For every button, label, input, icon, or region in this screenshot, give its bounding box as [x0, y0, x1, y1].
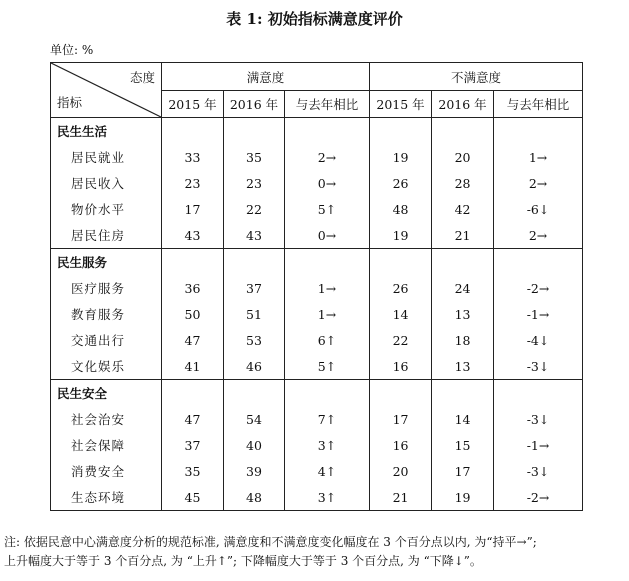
unsat-2015-cell: 48: [370, 196, 432, 222]
row-label: 医疗服务: [51, 275, 162, 301]
table-row: [51, 170, 583, 196]
sat-compare-cell: 1→: [285, 275, 370, 301]
sat-2016-cell: 48: [224, 484, 285, 511]
table-row: [51, 353, 583, 380]
footnote: [4, 533, 626, 571]
section-spacer-cell: [432, 249, 494, 276]
diagonal-header-cell: [51, 63, 162, 118]
sat-2015-cell: 45: [162, 484, 224, 511]
section-spacer-cell: [370, 118, 432, 145]
unsat-2016-cell: 13: [432, 301, 494, 327]
sat-2015-cell: 35: [162, 458, 224, 484]
unsat-compare-cell: 2→: [494, 222, 583, 249]
unsat-2016-cell: 28: [432, 170, 494, 196]
unsat-compare-cell: -3↓: [494, 353, 583, 380]
table-title: 表 1: 初始指标满意度评价: [226, 10, 403, 28]
table-row: [51, 432, 583, 458]
diag-attitude-label: 态度: [129, 70, 155, 85]
col-header-s2016: 2016 年: [224, 91, 285, 118]
unsat-2015-cell: 19: [370, 144, 432, 170]
sat-compare-cell: 4↑: [285, 458, 370, 484]
sat-2016-cell: 53: [224, 327, 285, 353]
unsat-compare-cell: -1→: [494, 301, 583, 327]
row-label: 物价水平: [51, 196, 162, 222]
sat-compare-cell: 0→: [285, 170, 370, 196]
sat-2016-cell: 39: [224, 458, 285, 484]
section-spacer-cell: [224, 380, 285, 407]
unsat-2016-cell: 42: [432, 196, 494, 222]
row-label: 居民就业: [51, 144, 162, 170]
sat-2015-cell: 33: [162, 144, 224, 170]
section-spacer-cell: [370, 380, 432, 407]
section-spacer-cell: [162, 380, 224, 407]
sat-compare-cell: 7↑: [285, 406, 370, 432]
section-spacer-cell: [224, 249, 285, 276]
unsat-2016-cell: 14: [432, 406, 494, 432]
footnote-line-2: 上升幅度大于等于 3 个百分点, 为 “上升↑”; 下降幅度大于等于 3 个百分点, 为 “下降↓”。: [4, 554, 482, 568]
sat-2015-cell: 47: [162, 406, 224, 432]
table-row: [51, 406, 583, 432]
unsat-2015-cell: 14: [370, 301, 432, 327]
sat-compare-cell: 0→: [285, 222, 370, 249]
unsat-2016-cell: 15: [432, 432, 494, 458]
unsat-2015-cell: 17: [370, 406, 432, 432]
unsat-2016-cell: 24: [432, 275, 494, 301]
col-header-u2016: 2016 年: [432, 91, 494, 118]
table-row: [51, 275, 583, 301]
group-satisfied-header: 满意度: [162, 63, 370, 91]
row-label: 居民收入: [51, 170, 162, 196]
section-spacer-cell: [432, 118, 494, 145]
unsat-2015-cell: 26: [370, 170, 432, 196]
col-header-scompare: 与去年相比: [285, 91, 370, 118]
sat-2016-cell: 40: [224, 432, 285, 458]
row-label: 社会保障: [51, 432, 162, 458]
table-row: [51, 458, 583, 484]
unsat-compare-cell: -3↓: [494, 458, 583, 484]
section-spacer-cell: [285, 118, 370, 145]
row-label: 教育服务: [51, 301, 162, 327]
sat-compare-cell: 5↑: [285, 196, 370, 222]
sat-compare-cell: 3↑: [285, 484, 370, 511]
sat-2016-cell: 22: [224, 196, 285, 222]
section-spacer-cell: [494, 118, 583, 145]
table-row: [51, 327, 583, 353]
sat-2016-cell: 43: [224, 222, 285, 249]
sat-2016-cell: 23: [224, 170, 285, 196]
unsat-2016-cell: 20: [432, 144, 494, 170]
unsat-2016-cell: 21: [432, 222, 494, 249]
unsat-2016-cell: 18: [432, 327, 494, 353]
sat-2015-cell: 43: [162, 222, 224, 249]
unsat-compare-cell: -6↓: [494, 196, 583, 222]
sat-compare-cell: 6↑: [285, 327, 370, 353]
row-label: 居民住房: [51, 222, 162, 249]
satisfaction-table: [50, 62, 583, 511]
section-spacer-cell: [285, 249, 370, 276]
unsat-2015-cell: 22: [370, 327, 432, 353]
section-spacer-cell: [494, 380, 583, 407]
diag-indicator-label: 指标: [57, 95, 83, 110]
table-row: [51, 484, 583, 511]
unsat-2015-cell: 26: [370, 275, 432, 301]
sat-2015-cell: 50: [162, 301, 224, 327]
sat-2016-cell: 35: [224, 144, 285, 170]
unsat-compare-cell: -4↓: [494, 327, 583, 353]
sat-2015-cell: 23: [162, 170, 224, 196]
table-row: [51, 301, 583, 327]
row-label: 消费安全: [51, 458, 162, 484]
unsat-2016-cell: 17: [432, 458, 494, 484]
unsat-2015-cell: 20: [370, 458, 432, 484]
table-row: [51, 222, 583, 249]
sat-2016-cell: 46: [224, 353, 285, 380]
sat-compare-cell: 1→: [285, 301, 370, 327]
section-spacer-cell: [370, 249, 432, 276]
unsat-2015-cell: 21: [370, 484, 432, 511]
row-label: 社会治安: [51, 406, 162, 432]
section-spacer-cell: [494, 249, 583, 276]
row-label: 交通出行: [51, 327, 162, 353]
row-label: 生态环境: [51, 484, 162, 511]
sat-compare-cell: 5↑: [285, 353, 370, 380]
sat-2015-cell: 41: [162, 353, 224, 380]
section-header-row: [51, 380, 583, 407]
sat-2015-cell: 36: [162, 275, 224, 301]
col-header-ucompare: 与去年相比: [494, 91, 583, 118]
unsat-2016-cell: 19: [432, 484, 494, 511]
unsat-compare-cell: -2→: [494, 275, 583, 301]
unsat-compare-cell: 2→: [494, 170, 583, 196]
sat-2015-cell: 17: [162, 196, 224, 222]
row-label: 文化娱乐: [51, 353, 162, 380]
section-title: 民生安全: [51, 380, 162, 407]
sat-compare-cell: 2→: [285, 144, 370, 170]
section-spacer-cell: [162, 118, 224, 145]
unsat-compare-cell: 1→: [494, 144, 583, 170]
sat-2015-cell: 37: [162, 432, 224, 458]
group-unsatisfied-header: 不满意度: [370, 63, 583, 91]
sat-2016-cell: 54: [224, 406, 285, 432]
unsat-2015-cell: 16: [370, 432, 432, 458]
section-spacer-cell: [285, 380, 370, 407]
unit-label: 单位: %: [50, 43, 94, 57]
sat-2015-cell: 47: [162, 327, 224, 353]
sat-2016-cell: 37: [224, 275, 285, 301]
section-spacer-cell: [224, 118, 285, 145]
sat-2016-cell: 51: [224, 301, 285, 327]
unsat-2016-cell: 13: [432, 353, 494, 380]
sat-compare-cell: 3↑: [285, 432, 370, 458]
unsat-compare-cell: -2→: [494, 484, 583, 511]
col-header-s2015: 2015 年: [162, 91, 224, 118]
section-title: 民生生活: [51, 118, 162, 145]
unsat-compare-cell: -3↓: [494, 406, 583, 432]
unsat-2015-cell: 16: [370, 353, 432, 380]
section-spacer-cell: [162, 249, 224, 276]
section-header-row: [51, 118, 583, 145]
col-header-u2015: 2015 年: [370, 91, 432, 118]
footnote-line-1: 注: 依据民意中心满意度分析的规范标准, 满意度和不满意度变化幅度在 3 个百分点以内, 为“持平→”;: [4, 535, 537, 549]
unsat-compare-cell: -1→: [494, 432, 583, 458]
table-row: [51, 144, 583, 170]
section-title: 民生服务: [51, 249, 162, 276]
section-spacer-cell: [432, 380, 494, 407]
section-header-row: [51, 249, 583, 276]
unsat-2015-cell: 19: [370, 222, 432, 249]
table-row: [51, 196, 583, 222]
